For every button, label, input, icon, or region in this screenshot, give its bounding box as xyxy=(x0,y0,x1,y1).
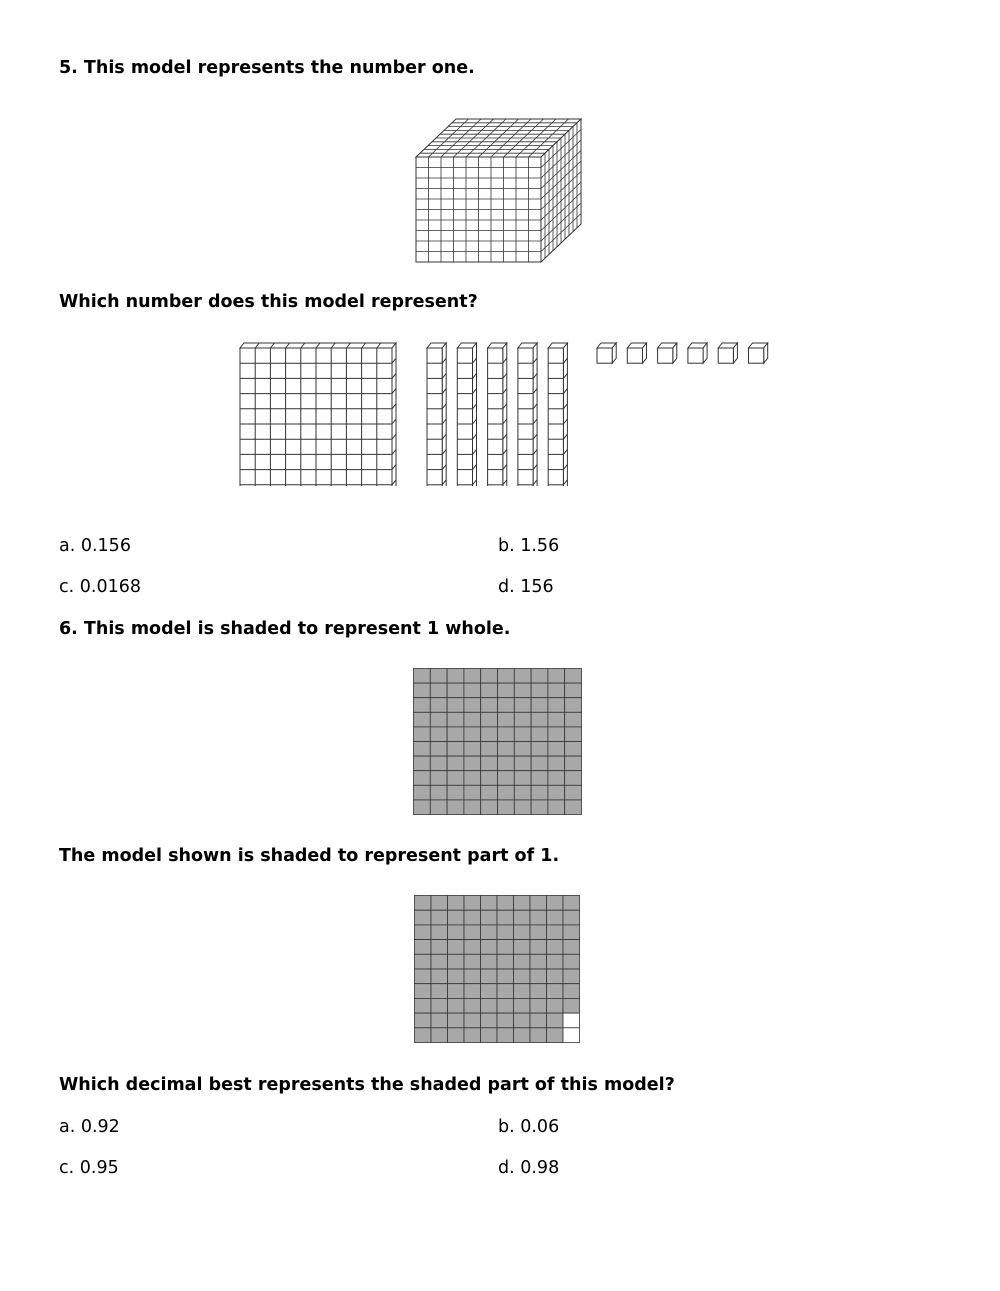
shaded-square xyxy=(548,683,565,698)
shaded-square xyxy=(414,742,431,757)
shaded-square xyxy=(430,742,447,757)
whole-hundred-grid xyxy=(414,669,582,815)
shaded-square xyxy=(448,954,465,969)
shaded-square xyxy=(514,1028,531,1043)
shaded-square xyxy=(563,910,580,925)
shaded-square xyxy=(498,800,515,815)
shaded-square xyxy=(415,925,432,940)
q6-option-c[interactable]: c. 0.95 xyxy=(59,1158,119,1178)
q5-option-d[interactable]: d. 156 xyxy=(498,577,554,597)
shaded-square xyxy=(565,669,582,684)
ten-rod xyxy=(488,343,507,486)
shaded-square xyxy=(431,969,448,984)
shaded-square xyxy=(414,800,431,815)
shaded-square xyxy=(514,896,531,911)
shaded-square xyxy=(464,683,481,698)
shaded-square xyxy=(514,910,531,925)
unit-cube xyxy=(627,343,646,363)
thousand-cube-svg xyxy=(410,112,590,268)
shaded-square xyxy=(447,742,464,757)
shaded-square xyxy=(448,940,465,955)
shaded-square xyxy=(447,785,464,800)
shaded-square xyxy=(565,756,582,771)
shaded-square xyxy=(481,712,498,727)
shaded-square xyxy=(464,998,481,1013)
shaded-square xyxy=(447,771,464,786)
shaded-square xyxy=(514,771,531,786)
shaded-square xyxy=(531,800,548,815)
shaded-square xyxy=(448,998,465,1013)
shaded-square xyxy=(431,984,448,999)
shaded-square xyxy=(548,771,565,786)
shaded-square xyxy=(464,727,481,742)
unit-cube xyxy=(597,343,616,363)
shaded-square xyxy=(497,984,514,999)
shaded-square xyxy=(547,925,564,940)
shaded-square xyxy=(481,771,498,786)
ten-rod xyxy=(457,343,476,486)
shaded-square xyxy=(547,896,564,911)
shaded-square xyxy=(530,984,547,999)
shaded-square xyxy=(514,669,531,684)
shaded-square xyxy=(563,984,580,999)
shaded-square xyxy=(447,698,464,713)
unit-cube xyxy=(658,343,677,363)
shaded-square xyxy=(548,669,565,684)
q5-option-a[interactable]: a. 0.156 xyxy=(59,536,131,556)
shaded-square xyxy=(531,785,548,800)
shaded-square xyxy=(464,1028,481,1043)
shaded-square xyxy=(547,910,564,925)
shaded-square xyxy=(464,969,481,984)
whole-grid-figure xyxy=(413,668,582,815)
shaded-square xyxy=(431,1013,448,1028)
shaded-square xyxy=(464,800,481,815)
shaded-square xyxy=(481,683,498,698)
q5-prompt: 5. This model represents the number one. xyxy=(59,58,475,78)
shaded-square xyxy=(531,771,548,786)
shaded-square xyxy=(430,756,447,771)
q6-question: Which decimal best represents the shaded part of this model? xyxy=(59,1075,675,1095)
shaded-square xyxy=(565,727,582,742)
shaded-square xyxy=(481,800,498,815)
shaded-square xyxy=(531,698,548,713)
q6-statement: The model shown is shaded to represent part of 1. xyxy=(59,846,560,866)
q6-option-d[interactable]: d. 0.98 xyxy=(498,1158,560,1178)
shaded-square xyxy=(563,940,580,955)
q6-option-a[interactable]: a. 0.92 xyxy=(59,1117,120,1137)
ten-rod xyxy=(548,343,567,486)
shaded-square xyxy=(464,771,481,786)
shaded-square xyxy=(464,742,481,757)
shaded-square xyxy=(430,698,447,713)
whole-grid-svg xyxy=(413,668,582,815)
shaded-square xyxy=(414,683,431,698)
shaded-square xyxy=(548,800,565,815)
shaded-square xyxy=(415,896,432,911)
shaded-square xyxy=(415,940,432,955)
shaded-square xyxy=(481,742,498,757)
shaded-square xyxy=(547,969,564,984)
shaded-square xyxy=(481,969,498,984)
shaded-square xyxy=(464,910,481,925)
shaded-square xyxy=(415,954,432,969)
shaded-square xyxy=(565,698,582,713)
shaded-square xyxy=(514,756,531,771)
shaded-square xyxy=(563,969,580,984)
shaded-square xyxy=(547,984,564,999)
shaded-square xyxy=(514,969,531,984)
shaded-square xyxy=(430,785,447,800)
shaded-square xyxy=(414,698,431,713)
shaded-square xyxy=(547,954,564,969)
shaded-square xyxy=(548,756,565,771)
shaded-square xyxy=(481,896,498,911)
shaded-square xyxy=(514,1013,531,1028)
shaded-square xyxy=(498,683,515,698)
q5-option-b[interactable]: b. 1.56 xyxy=(498,536,560,556)
shaded-square xyxy=(448,896,465,911)
q5-question: Which number does this model represent? xyxy=(59,292,478,312)
shaded-square xyxy=(431,925,448,940)
shaded-square xyxy=(464,896,481,911)
shaded-square xyxy=(548,785,565,800)
shaded-square xyxy=(431,940,448,955)
shaded-square xyxy=(447,712,464,727)
shaded-square xyxy=(530,910,547,925)
shaded-square xyxy=(565,712,582,727)
shaded-square xyxy=(447,800,464,815)
shaded-square xyxy=(497,969,514,984)
shaded-square xyxy=(498,785,515,800)
shaded-square xyxy=(464,984,481,999)
shaded-square xyxy=(430,727,447,742)
ten-rod xyxy=(518,343,537,486)
shaded-square xyxy=(531,756,548,771)
unit-cube xyxy=(688,343,707,363)
thousand-cube-figure xyxy=(410,112,590,268)
shaded-square xyxy=(464,954,481,969)
shaded-square xyxy=(565,742,582,757)
shaded-square xyxy=(531,742,548,757)
shaded-square xyxy=(415,1028,432,1043)
shaded-square xyxy=(530,998,547,1013)
shaded-square xyxy=(430,771,447,786)
shaded-square xyxy=(498,771,515,786)
shaded-square xyxy=(565,800,582,815)
shaded-square xyxy=(547,1013,564,1028)
unshaded-square xyxy=(563,1028,580,1043)
shaded-square xyxy=(547,940,564,955)
shaded-square xyxy=(481,940,498,955)
shaded-square xyxy=(565,683,582,698)
shaded-square xyxy=(530,1013,547,1028)
shaded-square xyxy=(464,785,481,800)
base-ten-blocks-figure xyxy=(230,336,790,486)
shaded-square xyxy=(563,896,580,911)
shaded-square xyxy=(430,669,447,684)
shaded-square xyxy=(481,954,498,969)
shaded-square xyxy=(464,940,481,955)
shaded-square xyxy=(414,756,431,771)
shaded-square xyxy=(431,954,448,969)
ten-rod xyxy=(427,343,446,486)
shaded-square xyxy=(464,712,481,727)
shaded-square xyxy=(448,1028,465,1043)
shaded-square xyxy=(514,727,531,742)
part-grid-figure xyxy=(414,895,580,1043)
part-hundred-grid xyxy=(415,896,580,1043)
shaded-square xyxy=(448,1013,465,1028)
shaded-square xyxy=(565,771,582,786)
shaded-square xyxy=(481,785,498,800)
shaded-square xyxy=(464,925,481,940)
q5-option-c[interactable]: c. 0.0168 xyxy=(59,577,141,597)
shaded-square xyxy=(414,712,431,727)
shaded-square xyxy=(498,669,515,684)
shaded-square xyxy=(481,925,498,940)
shaded-square xyxy=(481,756,498,771)
shaded-square xyxy=(514,940,531,955)
shaded-square xyxy=(530,925,547,940)
shaded-square xyxy=(415,969,432,984)
shaded-square xyxy=(414,669,431,684)
shaded-square xyxy=(464,669,481,684)
q6-prompt: 6. This model is shaded to represent 1 whole. xyxy=(59,619,511,639)
shaded-square xyxy=(514,998,531,1013)
shaded-square xyxy=(415,984,432,999)
q6-option-b[interactable]: b. 0.06 xyxy=(498,1117,560,1137)
shaded-square xyxy=(514,698,531,713)
shaded-square xyxy=(531,727,548,742)
shaded-square xyxy=(447,669,464,684)
shaded-square xyxy=(414,727,431,742)
shaded-square xyxy=(481,998,498,1013)
shaded-square xyxy=(530,969,547,984)
shaded-square xyxy=(430,800,447,815)
shaded-square xyxy=(548,712,565,727)
shaded-square xyxy=(464,698,481,713)
shaded-square xyxy=(481,1013,498,1028)
shaded-square xyxy=(497,954,514,969)
shaded-square xyxy=(481,1028,498,1043)
shaded-square xyxy=(415,998,432,1013)
shaded-square xyxy=(530,954,547,969)
shaded-square xyxy=(514,683,531,698)
shaded-square xyxy=(448,910,465,925)
shaded-square xyxy=(514,742,531,757)
shaded-square xyxy=(514,712,531,727)
unit-cube xyxy=(749,343,768,363)
shaded-square xyxy=(415,1013,432,1028)
shaded-square xyxy=(481,698,498,713)
shaded-square xyxy=(531,683,548,698)
shaded-square xyxy=(548,742,565,757)
unshaded-square xyxy=(563,1013,580,1028)
shaded-square xyxy=(430,712,447,727)
shaded-square xyxy=(497,910,514,925)
shaded-square xyxy=(548,727,565,742)
shaded-square xyxy=(481,910,498,925)
shaded-square xyxy=(481,669,498,684)
shaded-square xyxy=(531,712,548,727)
shaded-square xyxy=(514,925,531,940)
shaded-square xyxy=(497,1028,514,1043)
shaded-square xyxy=(430,683,447,698)
shaded-square xyxy=(531,669,548,684)
shaded-square xyxy=(464,756,481,771)
shaded-square xyxy=(497,1013,514,1028)
shaded-square xyxy=(563,954,580,969)
shaded-square xyxy=(547,998,564,1013)
shaded-square xyxy=(563,998,580,1013)
shaded-square xyxy=(481,727,498,742)
shaded-square xyxy=(565,785,582,800)
shaded-square xyxy=(431,998,448,1013)
shaded-square xyxy=(498,742,515,757)
shaded-square xyxy=(414,785,431,800)
shaded-square xyxy=(447,683,464,698)
base-ten-blocks-svg xyxy=(230,336,790,486)
shaded-square xyxy=(497,896,514,911)
shaded-square xyxy=(498,698,515,713)
shaded-square xyxy=(563,925,580,940)
shaded-square xyxy=(514,954,531,969)
part-grid-svg xyxy=(414,895,580,1043)
shaded-square xyxy=(415,910,432,925)
shaded-square xyxy=(497,998,514,1013)
shaded-square xyxy=(547,1028,564,1043)
shaded-square xyxy=(447,727,464,742)
shaded-square xyxy=(431,896,448,911)
shaded-square xyxy=(431,1028,448,1043)
shaded-square xyxy=(447,756,464,771)
hundred-flat xyxy=(240,343,396,486)
shaded-square xyxy=(497,925,514,940)
shaded-square xyxy=(498,727,515,742)
shaded-square xyxy=(414,771,431,786)
shaded-square xyxy=(530,896,547,911)
shaded-square xyxy=(481,984,498,999)
shaded-square xyxy=(448,969,465,984)
shaded-square xyxy=(548,698,565,713)
shaded-square xyxy=(448,984,465,999)
unit-cube xyxy=(718,343,737,363)
shaded-square xyxy=(498,712,515,727)
shaded-square xyxy=(514,984,531,999)
shaded-square xyxy=(497,940,514,955)
shaded-square xyxy=(431,910,448,925)
shaded-square xyxy=(514,800,531,815)
shaded-square xyxy=(514,785,531,800)
shaded-square xyxy=(448,925,465,940)
shaded-square xyxy=(530,940,547,955)
shaded-square xyxy=(464,1013,481,1028)
shaded-square xyxy=(498,756,515,771)
shaded-square xyxy=(530,1028,547,1043)
